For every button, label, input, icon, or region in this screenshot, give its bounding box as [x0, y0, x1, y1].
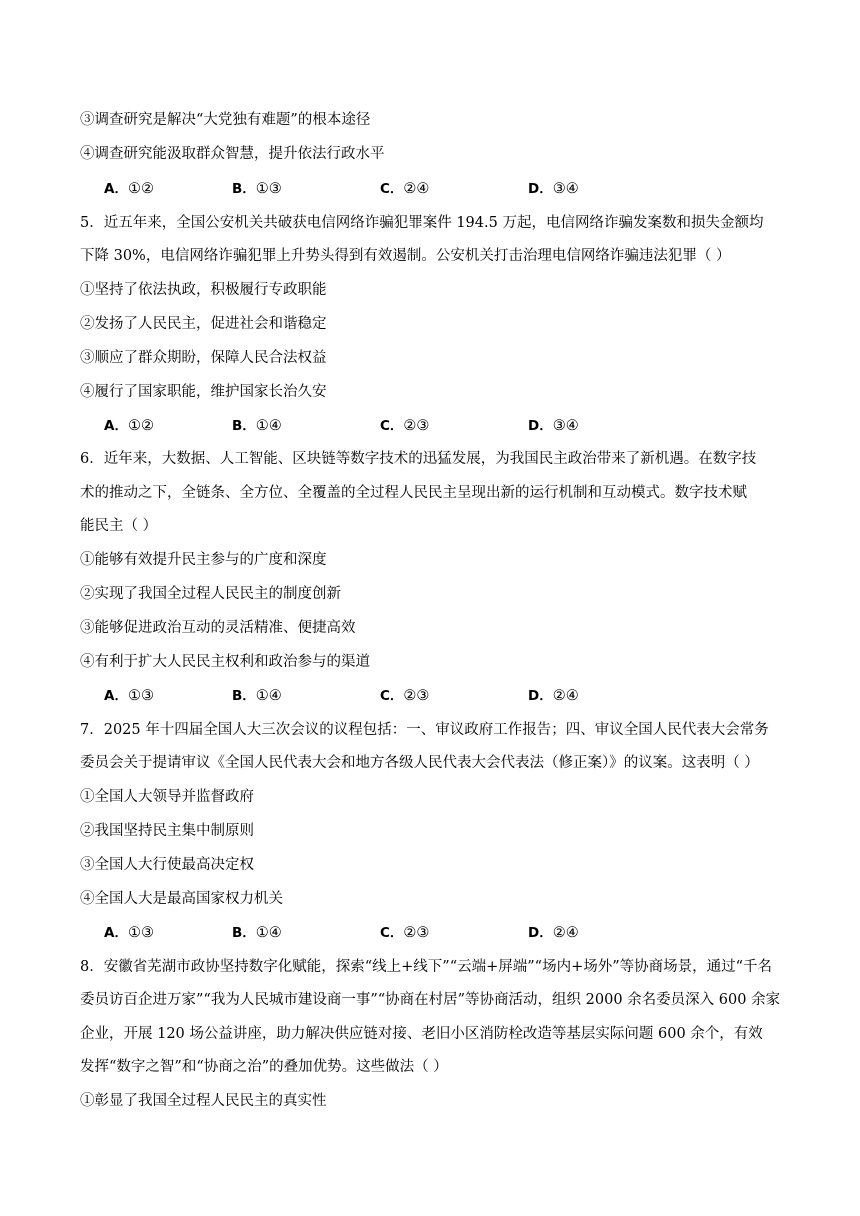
- q7-stem-line-1: 7．2025 年十四届全国人大三次会议的议程包括：一、审议政府工作报告；四、审议全国人民代表大会常务: [80, 722, 769, 738]
- q7-option-b: B．①④: [232, 925, 282, 941]
- q4-item-4: ④调查研究能汲取群众智慧，提升依法行政水平: [80, 146, 385, 162]
- q6-option-c: C．②③: [380, 688, 430, 704]
- q7-stem-line-2: 委员会关于提请审议《全国人民代表大会和地方各级人民代表大会代表法（修正案）》的议案。这表明（ ）: [80, 755, 759, 771]
- q6-stem-line-1: 6．近年来，大数据、人工智能、区块链等数字技术的迅猛发展，为我国民主政治带来了新机遇。在数字技: [80, 451, 757, 467]
- q6-stem-line-3: 能民主（ ）: [80, 518, 158, 534]
- q7-item-2: ②我国坚持民主集中制原则: [80, 823, 254, 839]
- q5-option-c: C．②③: [380, 418, 430, 434]
- q8-stem-line-1: 8．安徽省芜湖市政协坚持数字化赋能，探索“线上+线下”“云端+屏端”“场内+场外”等协商场景，通过“千名: [80, 959, 773, 975]
- q4-option-c: C．②④: [380, 181, 430, 197]
- q6-item-2: ②实现了我国全过程人民民主的制度创新: [80, 586, 341, 602]
- q8-item-1: ①彰显了我国全过程人民民主的真实性: [80, 1093, 327, 1109]
- q6-stem-line-2: 术的推动之下，全链条、全方位、全覆盖的全过程人民民主呈现出新的运行机制和互动模式。数字技术赋: [80, 485, 747, 501]
- q5-stem-line-2: 下降 30%，电信网络诈骗犯罪上升势头得到有效遏制。公安机关打击治理电信网络诈骗违法犯罪（ ）: [80, 248, 731, 264]
- q6-item-1: ①能够有效提升民主参与的广度和深度: [80, 552, 327, 568]
- q5-item-4: ④履行了国家职能，维护国家长治久安: [80, 384, 327, 400]
- q5-item-3: ③顺应了群众期盼，保障人民合法权益: [80, 350, 327, 366]
- q5-option-a: A．①②: [104, 418, 154, 434]
- q7-item-1: ①全国人大领导并监督政府: [80, 789, 254, 805]
- q4-option-a: A．①②: [104, 181, 154, 197]
- q5-option-d: D．③④: [528, 418, 579, 434]
- q5-stem-line-1: 5．近五年来，全国公安机关共破获电信网络诈骗犯罪案件 194.5 万起，电信网络诈骗发案数和损失金额均: [80, 215, 764, 231]
- q6-item-4: ④有利于扩大人民民主权利和政治参与的渠道: [80, 654, 370, 670]
- q4-item-3: ③调查研究是解决“大党独有难题”的根本途径: [80, 112, 371, 128]
- q8-stem-line-4: 发挥“数字之智”和“协商之治”的叠加优势。这些做法（ ）: [80, 1059, 448, 1075]
- q4-option-d: D．③④: [528, 181, 579, 197]
- q7-option-d: D．②④: [528, 925, 579, 941]
- q7-option-c: C．②③: [380, 925, 430, 941]
- q6-option-d: D．②④: [528, 688, 579, 704]
- q8-stem-line-2: 委员访百企进万家”“我为人民城市建设商一事”“协商在村居”等协商活动，组织 2000 余名委员深入 600 余家: [80, 992, 781, 1008]
- q6-option-a: A．①③: [104, 688, 154, 704]
- q5-item-2: ②发扬了人民民主，促进社会和谐稳定: [80, 316, 327, 332]
- q8-stem-line-3: 企业，开展 120 场公益讲座，助力解决供应链对接、老旧小区消防栓改造等基层实际问题 600 余个，有效: [80, 1026, 763, 1042]
- q5-option-b: B．①④: [232, 418, 282, 434]
- q7-item-4: ④全国人大是最高国家权力机关: [80, 891, 283, 907]
- q7-option-a: A．①③: [104, 925, 154, 941]
- q7-item-3: ③全国人大行使最高决定权: [80, 857, 254, 873]
- q6-item-3: ③能够促进政治互动的灵活精准、便捷高效: [80, 620, 356, 636]
- q6-option-b: B．①④: [232, 688, 282, 704]
- q5-item-1: ①坚持了依法执政，积极履行专政职能: [80, 282, 327, 298]
- q4-option-b: B．①③: [232, 181, 282, 197]
